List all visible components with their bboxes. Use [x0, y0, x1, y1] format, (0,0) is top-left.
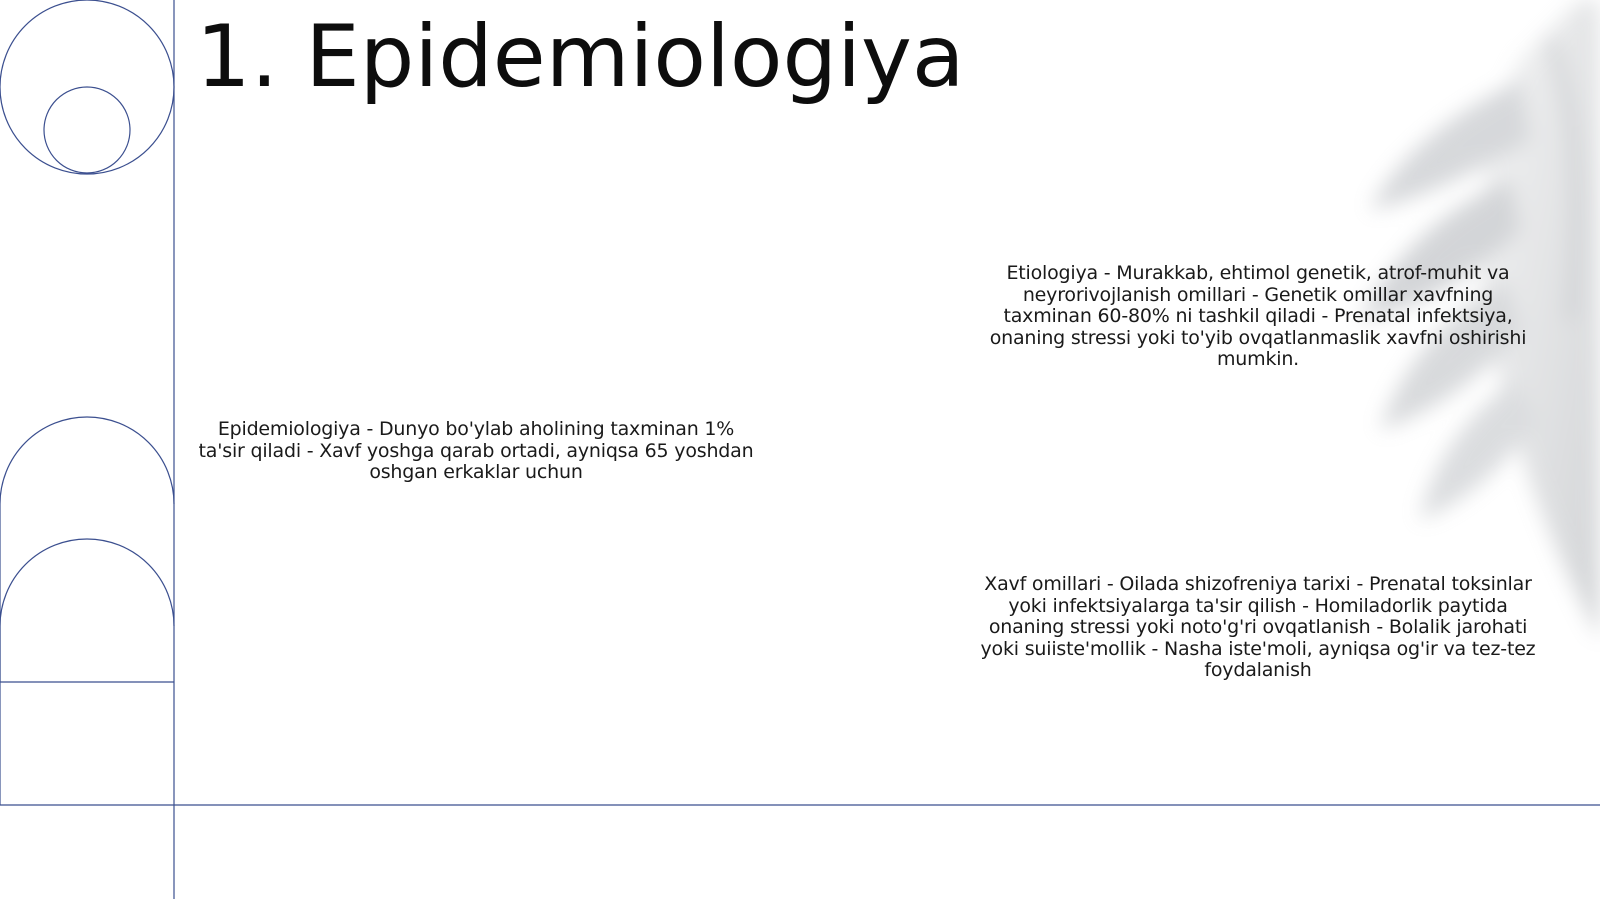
etiology-text-block: Etiologiya - Murakkab, ehtimol genetik, atrof-muhit va neyrorivojlanish omillari - Genetik omillar xavfning taxminan 60-80% ni tashkil qiladi - Prenatal infektsiya, onaning stressi yoki to'yib ovqatlanmaslik xavfni oshirishi mumkin.	[989, 262, 1527, 370]
epidemiology-text-block: Epidemiologiya - Dunyo bo'ylab aholining taxminan 1% ta'sir qiladi - Xavf yoshga qarab ortadi, ayniqsa 65 yoshdan oshgan erkaklar uchun	[198, 418, 754, 483]
slide-title: 1. Epidemiologiya	[196, 7, 965, 107]
risk-factors-text-block: Xavf omillari - Oilada shizofreniya tarixi - Prenatal toksinlar yoki infektsiyalarga ta'sir qilish - Homiladorlik paytida onaning stressi yoki noto'g'ri ovqatlanish - Bolalik jarohati yoki suiiste'mollik - Nasha iste'moli, ayniqsa og'ir va tez-tez foydalanish	[980, 573, 1536, 681]
